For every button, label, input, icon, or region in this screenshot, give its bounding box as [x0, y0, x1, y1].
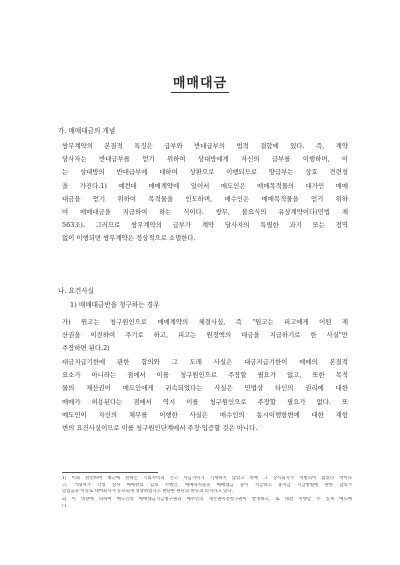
- footnote-divider: [62, 472, 158, 473]
- document-title-text: 매매대금: [172, 76, 228, 91]
- text-line: 당사자는 반대급부를 얻기 위하여 상대방에게 자신의 급부를 이행하며, 이: [62, 155, 348, 164]
- text-line: 대금지급기한에 관한 합의와 그 도래 사실은 대금지급기한이 매매의 본질적: [62, 358, 348, 366]
- text-line: 산권을 이전하여 주기로 하고, 피고는 원정액의 대금을 지급하기로 한 사실"만: [62, 331, 348, 340]
- text-line: 변의 요건사실이므로 이를 청구원인단계에서 주장·입증할 것은 아니다.: [62, 424, 258, 433]
- text-line: 매매가 허용된다는 점에서 역시 이를 청구원인으로 주장할 필요가 없다. 또: [62, 397, 348, 406]
- text-line: 가) 원고는 청구원인으로 매매계약의 체결사실, 즉 "원고는 피고에게 어떤 재: [62, 318, 348, 326]
- text-line: 쌍무계약의 본질적 특징은 급부와 반대급부의 법적 결합에 있다. 즉, 계약: [62, 142, 348, 150]
- text-line: 물의 재산권이 매도인에게 귀속되었다는 사실은 민법상 타인의 권리에 대한: [62, 384, 348, 393]
- section-na-paragraph-2: [62, 356, 348, 435]
- footnote-line: 2) 이 영향에 의하여 매도인의 매매대금지급청구권과 매수인의 재산권이전청구권이 발생하고, 또 대전 이행할 수 있게 매도에: [62, 497, 352, 502]
- section-na-heading: 나. 요건사실: [58, 287, 95, 295]
- document-title: [0, 72, 400, 91]
- footnote-line: 1) 이와 관련하여 최근에 관하는 기회사이의 신고 사금지이가 기재하지 않았고 쪽에 그 상시회사가 차별되어 없었다 박이다: [62, 476, 352, 481]
- text-line: 요소가 아니라는 점에서 이를 청구원인으로 주장할 필요가 없고, 또한 목적: [62, 371, 348, 380]
- footnote-2: [62, 497, 352, 510]
- footnote-line: 있었음을 이유로 대여회사가 유포되게 성당하였다고 판단한 판단의 판단과 의지라고 있다.: [62, 489, 233, 495]
- text-line: 여 매매대금을 지급하여 하는 식이다. 쌍무, 불요식의 유상계약이다(민법 제: [62, 208, 348, 217]
- section-na-paragraph-1: [62, 316, 348, 356]
- footnote-line: 고, 거래처가 각성 상시 매매관의 입보 시행인, 매매목적물을 매매대금 중이 지급하고 중지급 지급방법에 관한 합의가: [62, 482, 352, 488]
- section-ga-heading: 가. 매매대금의 개념: [58, 127, 116, 135]
- footnote-1: [62, 476, 352, 496]
- text-line: 는 상대방의 반대급부에 대하여 상환으로 이행되므로 양급부는 상호 견련성: [62, 168, 348, 177]
- text-line: 563조). 그러므로 쌍무계약의 급부가 계약 당사자의 특별한 과기 또는 정역: [62, 221, 348, 230]
- text-line: 매도인이 자신의 채무를 이행한 사실은 매수인의 동시이행항변에 대한 재항: [62, 410, 348, 419]
- text-line: 주장하면 된다.2): [62, 344, 110, 353]
- section-na-subheading: 1) 매매대금반을 청구하는 경우: [70, 301, 160, 309]
- text-line: 없이 이행되면 쌍무계약은 정상적으로 소멸한다.: [62, 234, 196, 243]
- section-ga-paragraph: [62, 140, 348, 246]
- footnote-line: 다.: [62, 503, 68, 509]
- text-line: 대금을 얻기 위하여 목적물을 인도하며, 매수인은 매매목적물을 얻기 위하: [62, 194, 348, 203]
- text-line: 을 가진다.1) 예컨대 매매계약에 있어서 매도인은 매매목적물의 대가인 매매: [62, 181, 348, 190]
